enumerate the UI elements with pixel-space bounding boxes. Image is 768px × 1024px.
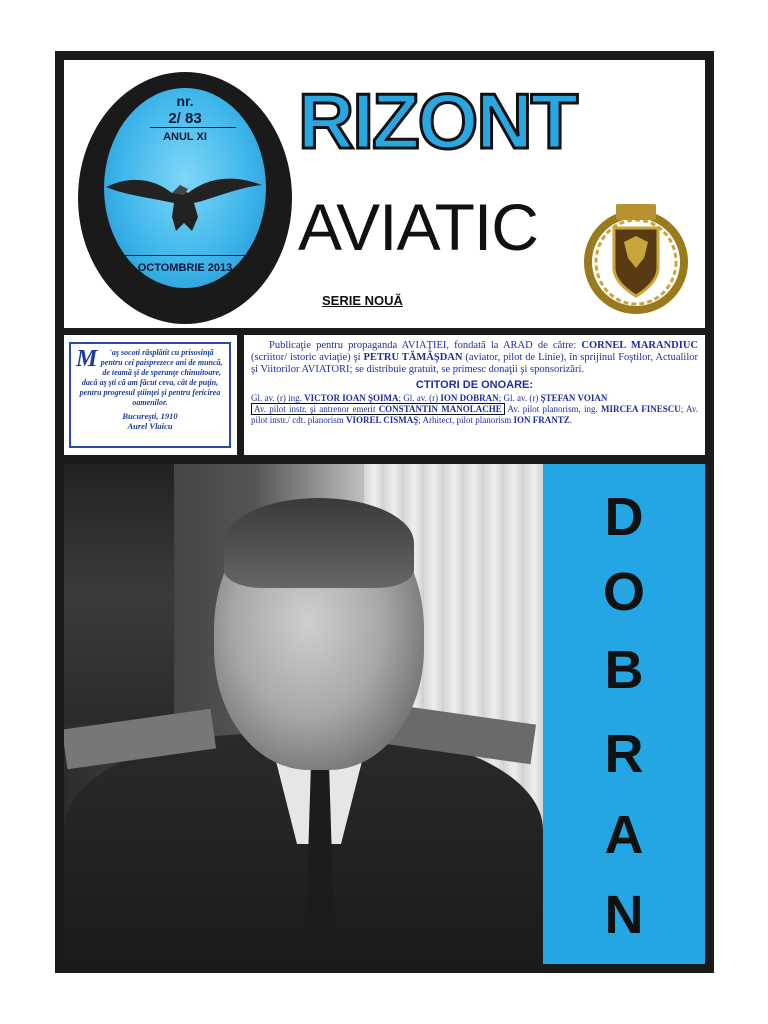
- text-segment: ; Arhitect, pilot planorism: [418, 415, 514, 425]
- text-segment: ; Av. pilot instr./ cdt. planorism: [251, 404, 699, 425]
- person-name: CONSTANTIN MANOLACHE: [378, 404, 502, 414]
- person-name: ION FRANTZ: [513, 415, 570, 425]
- person-name: ION DOBRAN: [440, 393, 499, 403]
- person-name: ŞTEFAN VOIAN: [540, 393, 608, 403]
- eagle-icon: [102, 165, 266, 237]
- quote-author: Aurel Vlaicu: [127, 421, 173, 431]
- text-segment: (scriitor/ istoric aviaţie) şi: [251, 352, 364, 363]
- issue-date: OCTOMBRIE 2013: [137, 262, 233, 274]
- person-name: VICTOR IOAN ŞOIMA: [304, 393, 399, 403]
- quote-frame: [69, 342, 231, 448]
- side-letter: B: [604, 640, 644, 700]
- crest-emblem-icon: [580, 198, 692, 314]
- side-letter: N: [604, 885, 644, 945]
- person-name: VIOREL CISMAŞ: [346, 415, 419, 425]
- text-segment: ; Gl. av. (r): [398, 393, 441, 403]
- side-letter: O: [602, 562, 645, 622]
- text-segment: Av. pilot instr. şi antrenor emerit: [254, 404, 379, 414]
- photo-subject-hair: [224, 498, 414, 588]
- person-name: MIRCEA FINESCU: [601, 404, 681, 414]
- text-segment: (aviator, pilot de Linie), în sprijinul Foştilor, Actualilor şi Viitorilor AVIATORI; se distribuie gratuit, se primesc donaţii şi sponsorizări.: [251, 352, 698, 375]
- quote-text: 'aş socoti răsplătit cu prisosinţă pentru cei paisprezece ani de muncă, de teamă şi de speranţe chinuitoare, dacă aş şti că am făcut ceva, cât de puţin, pentru progresul ştiinţei şi pentru fericirea oamenilor.: [79, 348, 223, 407]
- drop-cap: M: [76, 346, 98, 372]
- issue-nr-label: nr.: [176, 93, 194, 109]
- founder-name: CORNEL MARANDIUC: [581, 340, 698, 351]
- quote-place-year: Bucureşti, 1910: [122, 411, 178, 421]
- divider: [150, 127, 236, 128]
- text-segment: ; Gl. av. (r): [498, 393, 541, 403]
- magazine-subtitle: AVIATIC: [298, 190, 538, 264]
- series-label: SERIE NOUĂ: [322, 293, 403, 308]
- founder-name: PETRU TĂMĂŞDAN: [363, 352, 463, 363]
- issue-year: ANUL XI: [163, 131, 207, 143]
- honorary-founders-heading: CTITORI DE ONOARE:: [415, 379, 534, 391]
- publication-info: [244, 335, 705, 455]
- honorary-founders-list: Gl. av. (r) ing. VICTOR IOAN ŞOIMA; Gl. av. (r) ION DOBRAN; Gl. av. (r) ŞTEFAN VOIAN Av. pilot instr. şi antrenor emerit CONSTANTIN MANOLACHE Av. pilot planorism, ing. MIRCEA FINESCU; Av. pilot instr./ cdt. planorism VIOREL CISMAŞ; Arhitect, pilot planorism ION FRANTZ.: [251, 393, 699, 425]
- publication-description: [251, 340, 698, 376]
- text-segment: Publicaţie pentru propaganda AVIAŢIEI, fondată la ARAD de către:: [269, 340, 582, 351]
- cover-photo: [64, 464, 543, 964]
- text-segment: Av. pilot planorism, ing.: [504, 404, 601, 414]
- quote-body: [76, 348, 224, 408]
- highlighted-name: [251, 403, 505, 415]
- divider: [124, 255, 248, 256]
- issue-number: 2/ 83: [168, 110, 202, 127]
- side-letter: A: [604, 805, 644, 865]
- side-letter: D: [604, 487, 644, 547]
- text-segment: Gl. av. (r) ing.: [251, 393, 305, 403]
- magazine-title: RIZONT: [298, 77, 577, 165]
- photo-background-shelf: [64, 464, 174, 724]
- side-letter: R: [604, 724, 644, 784]
